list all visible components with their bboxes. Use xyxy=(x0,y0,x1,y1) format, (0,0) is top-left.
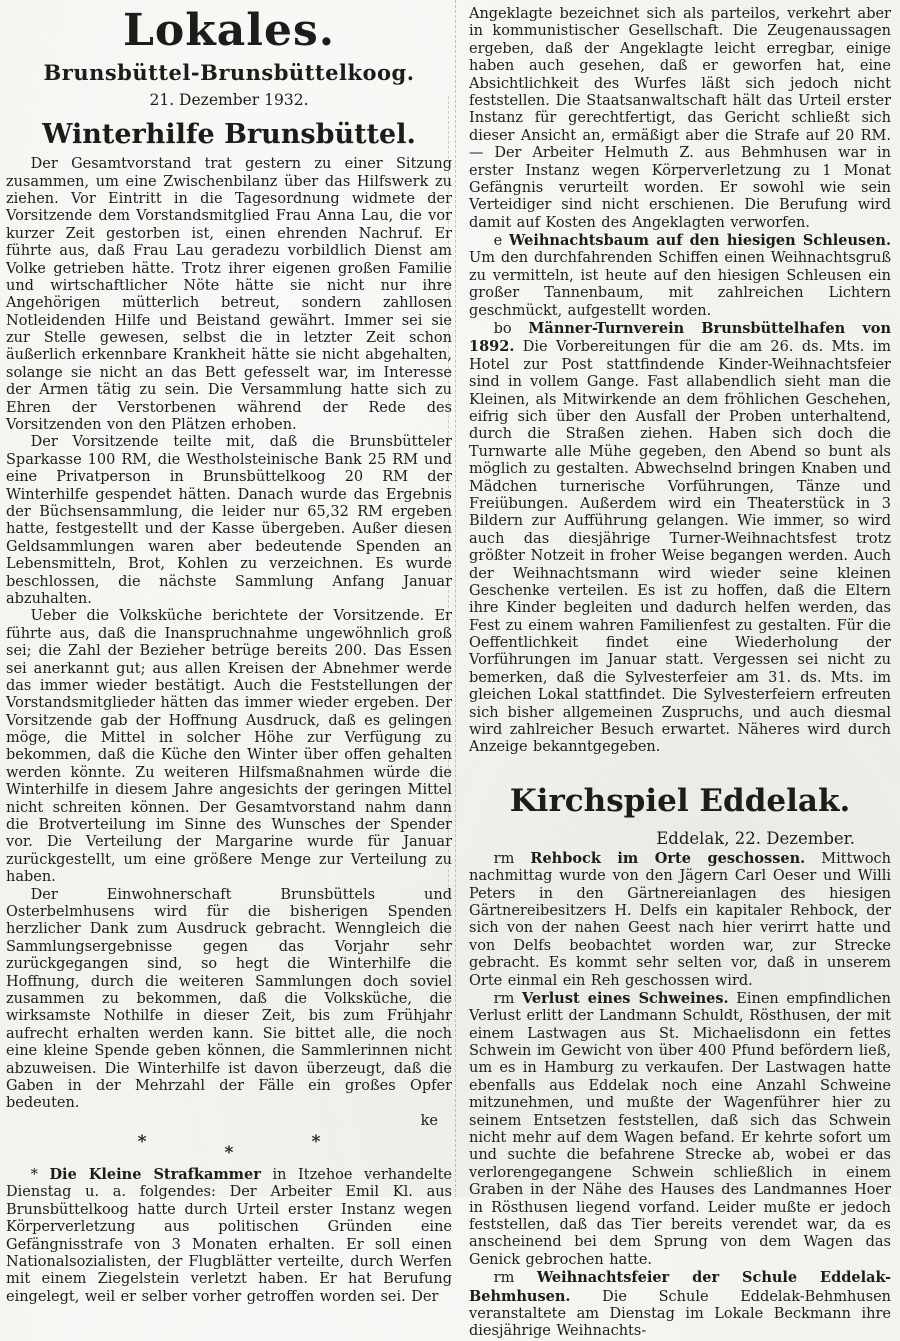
column-divider xyxy=(455,0,456,1197)
correspondent-mark: rm xyxy=(493,990,515,1007)
issue-dateline: 21. Dezember 1932. xyxy=(149,91,309,110)
court-report-continuation: Angeklagte bezeichnet sich als parteilos, verkehrt aber in kommunistischer Gesellschaft. Die Zeugenaussagen ergeben, daß der Angeklagte leicht erregbar, einige haben auch gesehen, daß er geworfen hat, eine Absichtlichkeit des Wurfes läßt sich jedoch nicht feststellen. Die Staatsanwaltschaft hält das Urteil erster Instanz für gerechtfertigt, das Gericht schließt sich dieser Ansicht an, ermäßigt aber die Strafe auf 20 RM. — Der Arbeiter Helmuth Z. aus Behmhusen war in erster Instanz wegen Körperverletzung zu 1 Monat Gefängnis verurteilt worden. Er sowohl wie sein Verteidiger sind nicht erschienen. Die Berufung wird damit auf Kosten des Angeklagten verworfen. xyxy=(469,6,891,231)
correspondent-mark: bo xyxy=(493,321,512,338)
asterisk-icon: * xyxy=(311,1132,321,1153)
section-title-kirchspiel: Kirchspiel Eddelak. xyxy=(509,782,851,819)
news-item-schwein xyxy=(469,990,891,1269)
correspondent-signature: ke xyxy=(420,1112,438,1129)
correspondent-mark: * xyxy=(30,1167,38,1184)
news-item-schulfeier xyxy=(469,1269,891,1341)
winterhilfe-paragraph-2: Der Vorsitzende teilte mit, daß die Brunsbütteler Sparkasse 100 RM, die Westholsteinische Bank 25 RM und eine Privatperson in Brunsbüttelkoog 20 RM der Winterhilfe gespendet hätten. Danach wurde das Ergebnis der Büchsensammlung, die leider nur 65,32 RM ergeben hatte, festgestellt und der Kasse übergeben. Außer diesen Geldsammlungen waren aber bedeutende Spenden an Lebensmitteln, Brot, Kohlen zu verzeichnen. Es wurde beschlossen, die nächste Sammlung Anfang Januar abzuhalten. xyxy=(6,434,452,607)
news-item-strafkammer xyxy=(6,1166,452,1306)
news-item-lead: Weihnachtsfeier der Schule Eddelak-Behmhusen. xyxy=(469,1269,891,1305)
news-item-text: Um den durchfahrenden Schiffen einen Weihnachtsgruß zu vermitteln, ist heute auf den hiesigen Schleusen ein großer Tannenbaum, mit zahlreichen Lichtern geschmückt, aufgestellt worden. xyxy=(469,250,891,319)
asterisk-icon: * xyxy=(137,1132,147,1153)
news-item-text: Mittwoch nachmittag wurde von den Jägern Carl Oeser und Willi Peters in den Gärtnereianlagen des hiesigen Gärtnereibesitzers H. Delfs ein kapitaler Rehbock, der sich von der nahen Geest nach hier verirrt hatte und von Delfs beobachtet worden war, zur Strecke gebracht. Es kommt sehr selten vor, daß in unserem Orte einmal ein Reh geschossen wird. xyxy=(469,850,892,989)
news-item-weihnachtsbaum xyxy=(469,232,891,320)
news-item-rehbock xyxy=(469,850,891,990)
news-item-lead: Rehbock im Orte geschossen. xyxy=(530,849,806,867)
winterhilfe-paragraph-1: Der Gesamtvorstand trat gestern zu einer Sitzung zusammen, um eine Zwischenbilanz über das Hilfswerk zu ziehen. Vor Eintritt in die Tagesordnung widmete der Vorsitzende dem Vorstandsmitglied Frau Anna Lau, die vor kurzer Zeit gestorben ist, einen ehrenden Nachruf. Er führte aus, daß Frau Lau geradezu vorbildlich Dienst am Volke getrieben hätte. Trotz ihrer eigenen großen Familie und wirtschaftlicher Nöte hätte sie nicht nur ihre Angehörigen mütterlich betreut, sondern zahllosen Notleidenden Hilfe und Beistand gewährt. Immer sei sie zur Stelle gewesen, selbst die in letzter Zeit schon äußerlich erkennbare Krankheit hätte sie nicht abgehalten, solange sie nicht an das Bett gefesselt war, im Interesse der Armen tätig zu sein. Die Versammlung hatte sich zu Ehren der Verstorbenen während der Rede des Vorsitzenden von den Plätzen erhoben. xyxy=(6,156,452,434)
region-heading: Brunsbüttel-Brunsbüttelkoog. xyxy=(43,60,415,86)
article-title-winterhilfe: Winterhilfe Brunsbüttel. xyxy=(42,119,416,151)
winterhilfe-paragraph-3: Ueber die Volksküche berichtete der Vorsitzende. Er führte aus, daß die Inanspruchnahme ungewöhnlich groß sei; die Zahl der Bezieher betrüge bereits 200. Das Essen sei anerkannt gut; aus allen Kreisen der Abnehmer werde das immer wieder bestätigt. Auch die Feststellungen der Vorstandsmitglieder hätten das immer wieder ergeben. Der Vorsitzende gab der Hoffnung Ausdruck, daß es gelingen möge, die Mittel in solcher Höhe zur Verfügung zu bekommen, daß die Küche den Winter über offen gehalten werden könnte. Zu weiteren Hilfsmaßnahmen würde die Winterhilfe in diesem Jahre angesichts der geringen Mittel nicht schreiten können. Der Gesamtvorstand nahm dann die Brotverteilung im Sinne des Wunsches der Spender vor. Die Verteilung der Margarine wurde für Januar zurückgestellt, um eine größere Menge zur Verteilung zu haben. xyxy=(6,608,452,886)
news-item-lead: Die Kleine Strafkammer xyxy=(49,1166,261,1184)
kirchspiel-dateline: Eddelak, 22. Dezember. xyxy=(656,828,855,848)
left-column xyxy=(6,5,452,1305)
correspondent-mark: rm xyxy=(493,850,515,867)
news-item-lead: Weihnachtsbaum auf den hiesigen Schleusen. xyxy=(509,232,892,250)
news-item-text: Die Schule Eddelak-Behmhusen veranstaltete am Dienstag im Lokale Beckmann ihre diesjährige Weihnachts- xyxy=(469,1288,891,1340)
column-rule-fragment xyxy=(448,96,449,1077)
winterhilfe-paragraph-4: Der Einwohnerschaft Brunsbüttels und Osterbelmhusens wird für die bisherigen Spenden herzlicher Dank zum Ausdruck gebracht. Wenngleich die Sammlungsergebnisse gegen das Vorjahr sehr zurückgegangen sind, so hegt die Winterhilfe die Hoffnung, durch die weiteren Sammlungen doch soviel zusammen zu bekommen, daß die Volksküche, die wirksamste Nothilfe in dieser Zeit, bis zum Frühjahr aufrecht erhalten werden kann. Sie bittet alle, die noch eine kleine Spende geben können, die Sammlerinnen nicht abzuweisen. Die Winterhilfe ist davon überzeugt, daß die Gaben in der Mehrzahl der Fälle ein großes Opfer bedeuten. xyxy=(6,886,452,1112)
news-item-lead: Männer-Turnverein Brunsbüttelhafen von 1892. xyxy=(469,320,891,356)
news-item-text: Einen empfindlichen Verlust erlitt der Landmann Schuldt, Rösthusen, der mit einem Lastwagen aus St. Michaelisdonn ein fettes Schwein im Gewicht von über 400 Pfund befördern ließ, um es in Hamburg zu verkaufen. Der Lastwagen hatte ebenfalls aus Eddelak noch eine Anzahl Schweine mitzunehmen, und mußte der Wagenführer hier zu seinem Entsetzen feststellen, daß sich das Schwein nicht mehr auf dem Wagen befand. Er kehrte sofort um und suchte die befahrene Strecke ab, wobei er das verlorengegangene Schwein schließlich in einem Graben in der Nähe des Hauses des Landmannes Hoer in Rösthusen liegend vorfand. Leider mußte er jedoch feststellen, daß das Tier bereits verendet war, da es anscheinend bei dem Sprung von dem Wagen das Genick gebrochen hatte. xyxy=(469,990,891,1268)
section-masthead: Lokales. xyxy=(122,5,336,56)
asterisk-separator xyxy=(6,1134,452,1164)
correspondent-mark: e xyxy=(493,233,503,250)
correspondent-mark: rm xyxy=(493,1270,515,1287)
right-column xyxy=(469,6,892,1340)
news-item-text: Die Vorbereitungen für die am 26. ds. Mts. im Hotel zur Post stattfindende Kinder-Weihnachtsfeier sind in vollem Gange. Fast allabendlich sieht man die Kleinen, als Mitwirkende an dem fröhlichen Geschehen, eifrig sich über den Ausfall der Proben unterhaltend, durch die Straßen ziehen. Haben sich doch die Turnwarte alle Mühe gegeben, den Abend so bunt als möglich zu gestalten. Abwechselnd bringen Knaben und Mädchen turnerische Vorführungen, Tänze und Freiübungen. Außerdem wird ein Theaterstück in 3 Bildern zur Aufführung gelangen. Wie immer, so wird auch das diesjährige Turner-Weihnachtsfest trotz größter Notzeit in froher Weise begangen werden. Auch der Weihnachtsmann wird wieder seine kleinen Geschenke verteilen. Es ist zu hoffen, daß die Eltern ihre Kinder begleiten und dadurch helfen werden, das Fest zu einem wahren Familienfest zu gestalten. Für die Oeffentlichkeit findet eine Wiederholung der Vorführungen im Januar statt. Vergessen sei nicht zu bemerken, daß die Sylvesterfeier am 31. ds. Mts. im gleichen Lokal stattfindet. Die Sylvesterfeiern erfreuten sich bisher allgemeinen Zuspruchs, und auch diesmal wird zahlreicher Besuch erwartet. Näheres wird durch Anzeige bekanntgegeben. xyxy=(469,339,891,756)
news-item-turnverein xyxy=(469,320,891,757)
news-item-lead: Verlust eines Schweines. xyxy=(522,989,729,1007)
news-item-text: in Itzehoe verhandelte Dienstag u. a. folgendes: Der Arbeiter Emil Kl. aus Brunsbüttelkoog hatte durch Urteil erster Instanz wegen Körperverletzung aus politischen Gründen eine Gefängnisstrafe von 3 Monaten erhalten. Er soll einen Nationalsozialisten, der Flugblätter verteilte, durch Werfen mit einem Ziegelstein verletzt haben. Er hat Berufung eingelegt, weil er selber vorher getroffen worden sei. Der xyxy=(6,1167,452,1305)
asterisk-icon: * xyxy=(224,1143,234,1164)
